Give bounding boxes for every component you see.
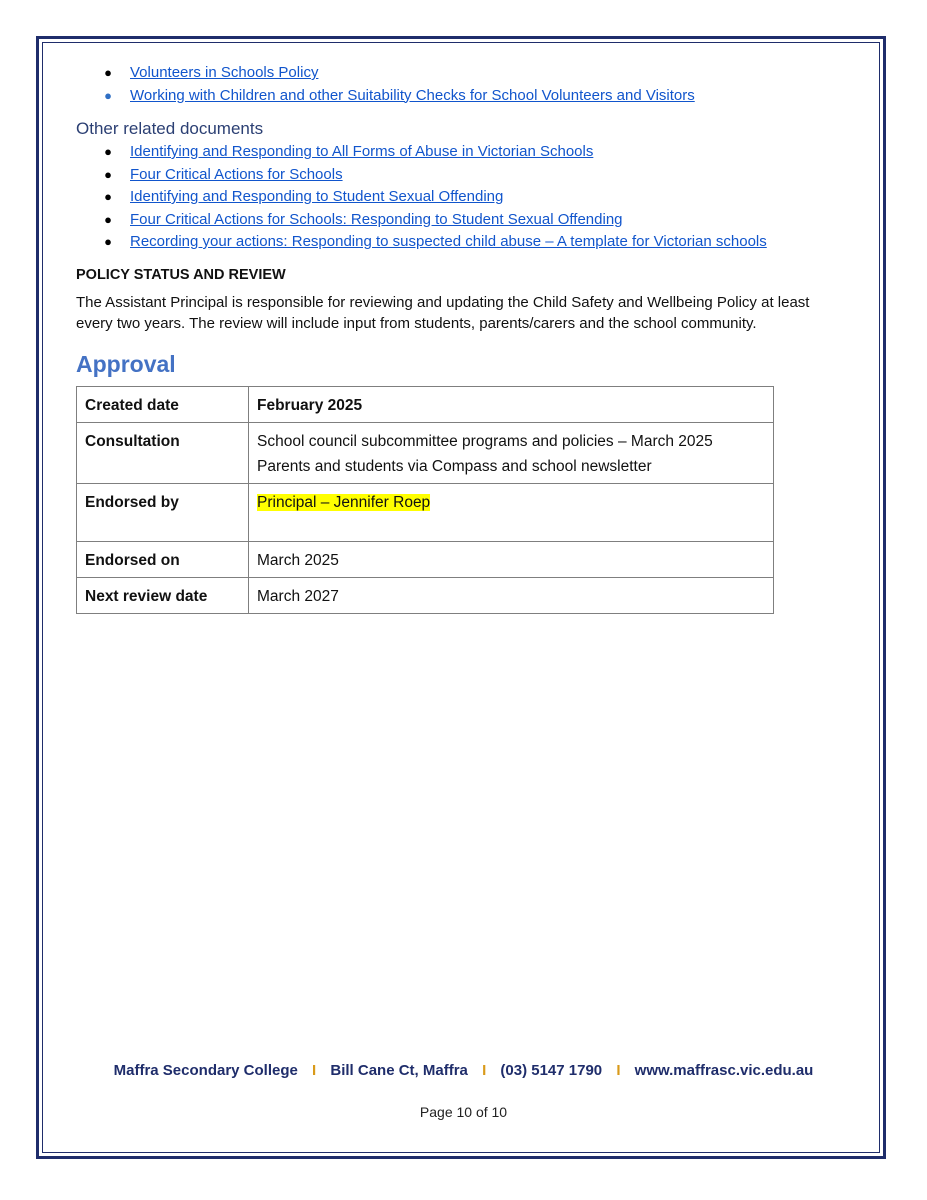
table-row [77,386,774,422]
bullet-icon: ● [104,211,112,227]
page-number: Page 10 of 10 [419,1104,508,1120]
link-identifying-abuse[interactable]: Identifying and Responding to All Forms of Abuse in Victorian Schools [130,143,594,160]
endorsed-by-value: Principal – Jennifer Roep [257,493,431,511]
link-recording-actions-template[interactable]: Recording your actions: Responding to suspected child abuse – A template for Victorian schools [130,233,767,250]
consultation-value [249,422,774,483]
endorsed-on-label: Endorsed on [77,541,249,577]
footer-school-name: Maffra Secondary College [113,1062,298,1079]
list-item [76,62,856,85]
table-row [77,422,774,483]
footer-phone: (03) 5147 1790 [500,1062,603,1079]
bullet-icon: ● [104,166,112,182]
page-footer [0,1062,927,1079]
created-date-label: Created date [77,386,249,422]
footer-separator: I [312,1062,317,1079]
policy-status-text: The Assistant Principal is responsible for reviewing and updating the Child Safety and Wellbeing Policy at least every two years. The review will include input from students, parents/carers and the school community. [76,293,810,332]
table-row [77,541,774,577]
consultation-line-2: Parents and students via Compass and school newsletter [257,457,652,475]
list-item [76,231,856,254]
other-documents-list [76,141,856,254]
link-working-with-children[interactable]: Working with Children and other Suitability Checks for School Volunteers and Visitors [130,86,695,104]
footer-separator: I [616,1062,621,1079]
bullet-icon: ● [104,144,112,159]
footer-separator: I [482,1062,487,1079]
next-review-value: March 2027 [249,577,774,613]
approval-table [76,386,774,614]
link-volunteers-policy[interactable]: Volunteers in Schools Policy [130,64,319,81]
endorsed-by-cell [249,483,774,541]
footer-website[interactable]: www.maffrasc.vic.edu.au [634,1062,814,1079]
table-row [77,577,774,613]
next-review-label: Next review date [77,577,249,613]
link-four-critical-actions[interactable]: Four Critical Actions for Schools [130,165,343,183]
bullet-icon: ● [104,87,112,103]
link-four-critical-actions-offending[interactable]: Four Critical Actions for Schools: Responding to Student Sexual Offending [130,210,623,228]
bullet-icon: ● [104,234,112,249]
list-item [76,164,856,187]
endorsed-on-value: March 2025 [249,541,774,577]
consultation-line-1: School council subcommittee programs and policies – March 2025 [257,432,713,450]
footer-address: Bill Cane Ct, Maffra [330,1062,468,1079]
document-content [76,62,856,614]
other-documents-heading: Other related documents [76,119,264,138]
list-item [76,209,856,232]
bullet-icon: ● [104,65,112,80]
endorsed-by-label: Endorsed by [77,483,249,541]
consultation-label: Consultation [77,422,249,483]
approval-heading: Approval [76,350,176,377]
list-item [76,85,856,108]
list-item [76,186,856,209]
created-date-value: February 2025 [249,386,774,422]
link-student-sexual-offending[interactable]: Identifying and Responding to Student Sexual Offending [130,188,504,205]
policy-status-heading: POLICY STATUS AND REVIEW [76,266,286,283]
table-row [77,483,774,541]
list-item [76,141,856,164]
policy-links-list [76,62,856,107]
bullet-icon: ● [104,189,112,204]
